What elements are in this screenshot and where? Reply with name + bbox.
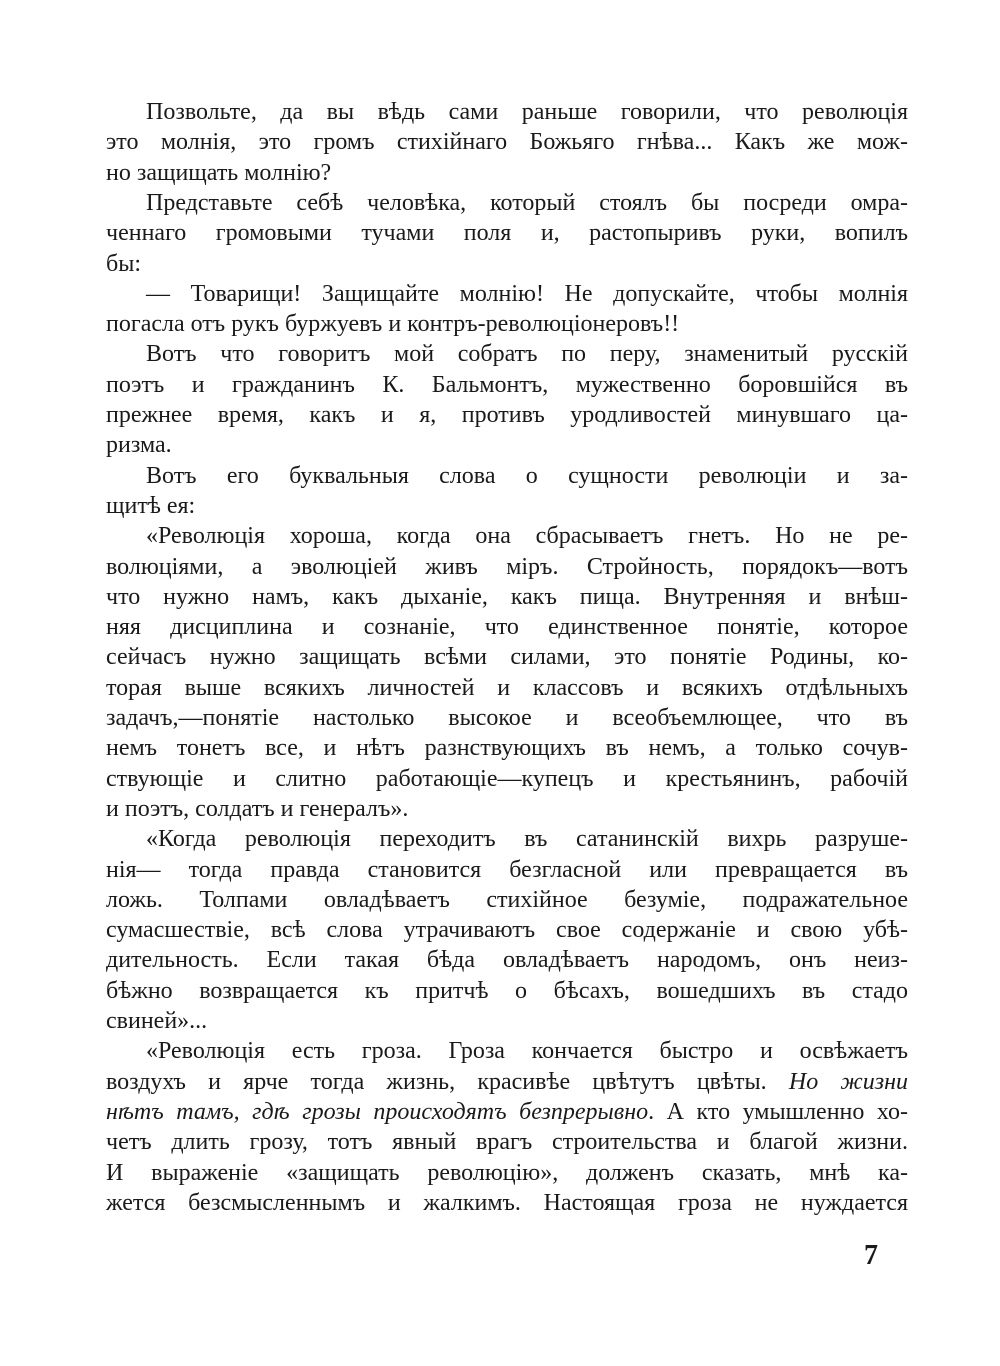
text-segment: жется безсмысленнымъ и жалкимъ. Настоящая гроза не нуждается	[106, 1189, 908, 1216]
text-line	[106, 1036, 908, 1066]
text-segment: «Революція хороша, когда она сбрасываетъ гнетъ. Но не ре-	[146, 523, 908, 550]
text-line	[106, 673, 908, 703]
text-line	[106, 279, 908, 309]
text-segment: «Революція есть гроза. Гроза кончается быстро и освѣжаетъ	[146, 1038, 908, 1065]
text-line	[106, 461, 908, 491]
text-segment: — Товарищи! Защищайте молнію! Не допускайте, чтобы молнія	[146, 280, 908, 307]
text-line	[106, 491, 908, 521]
text-segment: поэтъ и гражданинъ К. Бальмонтъ, мужественно боровшійся въ	[106, 371, 908, 398]
text-segment: ложь. Толпами овладѣваетъ стихійное безуміе, подражательное	[106, 886, 908, 913]
text-line	[106, 794, 908, 824]
text-segment: Вотъ его буквальныя слова о сущности революціи и за-	[146, 462, 908, 489]
text-segment: ченнаго громовыми тучами поля и, растопыривъ руки, вопилъ	[106, 220, 908, 247]
text-line	[106, 552, 908, 582]
text-segment: . А кто умышленно хо-	[648, 1098, 909, 1125]
text-line	[106, 703, 908, 733]
text-segment: свиней»...	[106, 1008, 208, 1034]
text-segment: бы:	[106, 250, 142, 277]
text-segment: щитѣ ея:	[106, 492, 196, 519]
text-segment: прежнее время, какъ и я, противъ уродливостей минувшаго ца-	[106, 402, 908, 428]
text-line	[106, 582, 908, 612]
text-line	[106, 915, 908, 945]
text-segment: нія— тогда правда становится безгласной или превращается въ	[106, 856, 908, 883]
text-line	[106, 400, 908, 430]
text-line	[106, 855, 908, 885]
text-segment: Представьте себѣ человѣка, который стоялъ бы посреди омра-	[146, 189, 908, 216]
text-segment: бѣжно возвращается къ притчѣ о бѣсахъ, вошедшихъ въ стадо	[106, 977, 908, 1004]
text-line	[106, 339, 908, 369]
text-segment: Позвольте, да вы вѣдь сами раньше говорили, что революція	[146, 99, 908, 125]
italic-text-segment: Но жизни	[788, 1068, 908, 1095]
text-segment: воздухъ и ярче тогда жизнь, красивѣе цвѣтутъ цвѣты.	[106, 1068, 789, 1095]
text-segment: волюціями, а эволюціей живъ міръ. Стройность, порядокъ—вотъ	[106, 553, 908, 580]
text-segment: няя дисциплина и сознаніе, что единственное понятіе, которое	[106, 614, 908, 641]
text-line	[106, 521, 908, 551]
text-line	[106, 733, 908, 763]
text-segment: задачъ,—понятіе настолько высокое и всеобъемлющее, что въ	[106, 705, 908, 731]
page-number: 7	[864, 1240, 878, 1271]
text-line	[106, 824, 908, 854]
text-segment: и поэтъ, солдатъ и генералъ».	[106, 795, 409, 822]
text-segment: погасла отъ рукъ буржуевъ и контръ-революціонеровъ!!	[106, 311, 680, 338]
text-line	[106, 945, 908, 975]
text-line	[106, 1127, 908, 1157]
text-segment: «Когда революція переходитъ въ сатанинскій вихрь разруше-	[146, 826, 908, 853]
text-segment: Вотъ что говоритъ мой собратъ по перу, знаменитый русскій	[146, 341, 908, 368]
text-line	[106, 430, 908, 460]
text-segment: И выраженіе «защищать революцію», долженъ сказать, мнѣ ка-	[106, 1159, 908, 1186]
text-line	[106, 612, 908, 642]
text-line	[106, 188, 908, 218]
text-segment: ризма.	[106, 432, 172, 459]
text-line	[106, 976, 908, 1006]
text-line	[106, 1158, 908, 1188]
text-line	[106, 642, 908, 672]
text-segment: что нужно намъ, какъ дыханіе, какъ пища. Внутренняя и внѣш-	[106, 583, 908, 610]
text-segment: сумасшествіе, всѣ слова утрачиваютъ свое содержаніе и свою убѣ-	[106, 917, 908, 944]
text-line	[106, 1097, 908, 1127]
text-line	[106, 127, 908, 157]
text-line	[106, 1006, 908, 1036]
text-line	[106, 249, 908, 279]
text-segment: ствующіе и слитно работающіе—купецъ и крестьянинъ, рабочій	[106, 765, 908, 792]
text-segment: это молнія, это громъ стихійнаго Божьяго гнѣва... Какъ же мож-	[106, 129, 908, 156]
text-line	[106, 885, 908, 915]
text-segment: четъ длить грозу, тотъ явный врагъ строительства и благой жизни.	[106, 1129, 908, 1156]
italic-text-segment: нѣтъ тамъ, гдѣ грозы происходятъ безпрерывно	[106, 1098, 649, 1125]
text-line	[106, 218, 908, 248]
text-line	[106, 97, 908, 127]
text-line	[106, 309, 908, 339]
text-segment: дительность. Если такая бѣда овладѣваетъ народомъ, онъ неиз-	[106, 947, 908, 974]
text-segment: сейчасъ нужно защищать всѣми силами, это понятіе Родины, ко-	[106, 644, 908, 671]
text-line	[106, 1067, 908, 1097]
text-segment: торая выше всякихъ личностей и классовъ и всякихъ отдѣльныхъ	[106, 674, 908, 701]
text-line	[106, 764, 908, 794]
text-segment: но защищать молнію?	[106, 159, 332, 186]
text-line	[106, 1188, 908, 1218]
text-line	[106, 370, 908, 400]
text-segment: немъ тонетъ все, и нѣтъ разнствующихъ въ немъ, а только сочув-	[106, 735, 908, 762]
text-line	[106, 158, 908, 188]
